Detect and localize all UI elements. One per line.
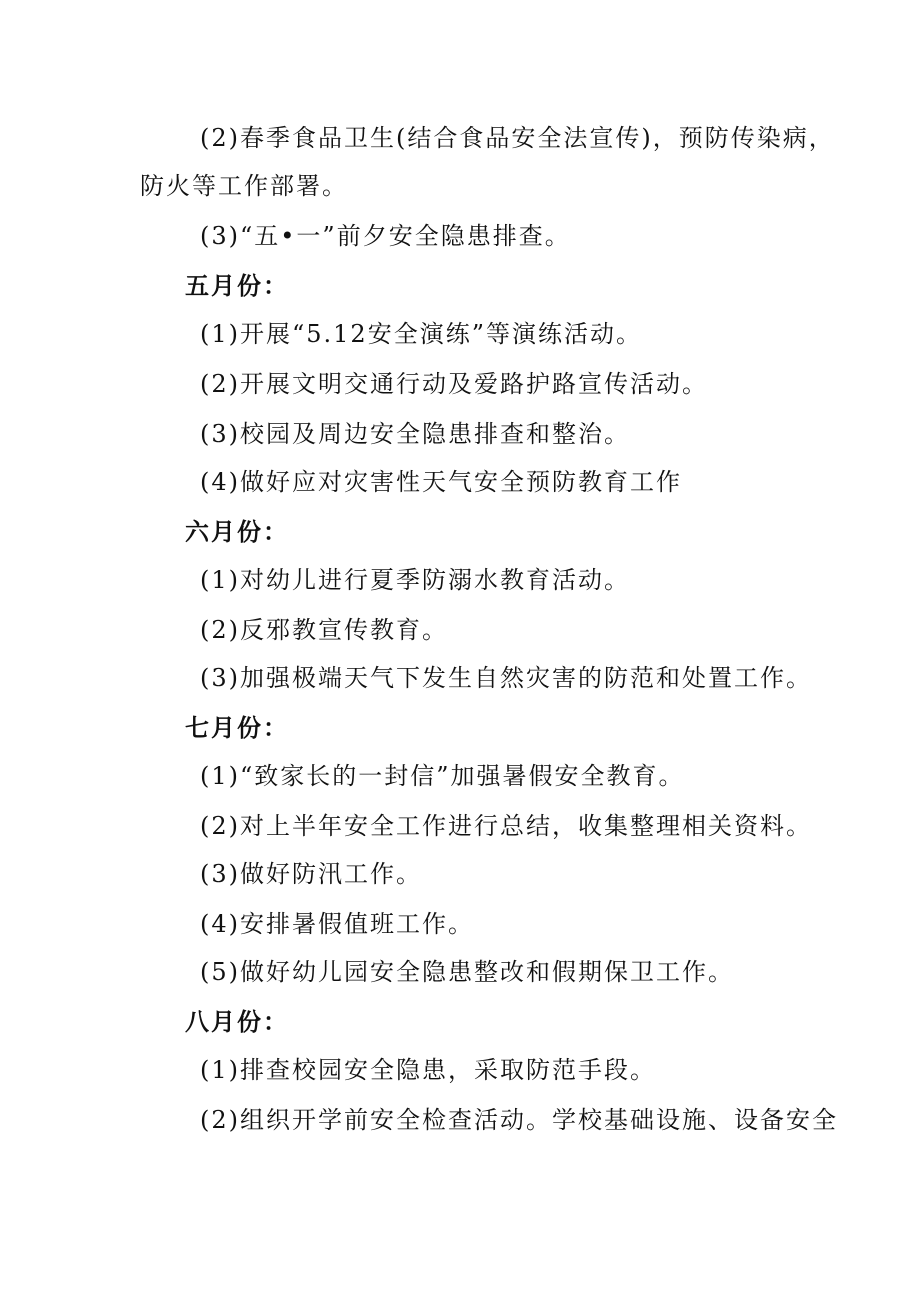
- august-item-1: (1)排查校园安全隐患，采取防范手段。: [200, 1056, 656, 1084]
- may-item-3: (3)校园及周边安全隐患排查和整治。: [200, 420, 630, 448]
- april-item-2-continued: 防火等工作部署。: [140, 172, 348, 200]
- july-item-2: (2)对上半年安全工作进行总结，收集整理相关资料。: [200, 812, 812, 840]
- july-item-4: (4)安排暑假值班工作。: [200, 910, 474, 938]
- may-item-1: (1)开展“5.12安全演练”等演练活动。: [200, 320, 642, 348]
- july-item-5: (5)做好幼儿园安全隐患整改和假期保卫工作。: [200, 958, 734, 986]
- june-heading: 六月份：: [185, 517, 289, 546]
- may-item-2: (2)开展文明交通行动及爱路护路宣传活动。: [200, 370, 708, 398]
- august-item-2: (2)组织开学前安全检查活动。学校基础设施、设备安全: [200, 1106, 838, 1134]
- june-item-2: (2)反邪教宣传教育。: [200, 616, 448, 644]
- june-item-1: (1)对幼儿进行夏季防溺水教育活动。: [200, 566, 630, 594]
- april-item-3: (3)“五•一”前夕安全隐患排查。: [200, 222, 571, 250]
- august-heading: 八月份：: [185, 1007, 289, 1036]
- july-heading: 七月份：: [185, 713, 289, 742]
- april-item-2: (2)春季食品卫生(结合食品安全法宣传)，预防传染病，: [200, 124, 835, 152]
- july-item-1: (1)“致家长的一封信”加强暑假安全教育。: [200, 762, 685, 790]
- may-item-4: (4)做好应对灾害性天气安全预防教育工作: [200, 468, 682, 496]
- may-heading: 五月份：: [185, 271, 289, 300]
- july-item-3: (3)做好防汛工作。: [200, 860, 422, 888]
- june-item-3: (3)加强极端天气下发生自然灾害的防范和处置工作。: [200, 664, 812, 692]
